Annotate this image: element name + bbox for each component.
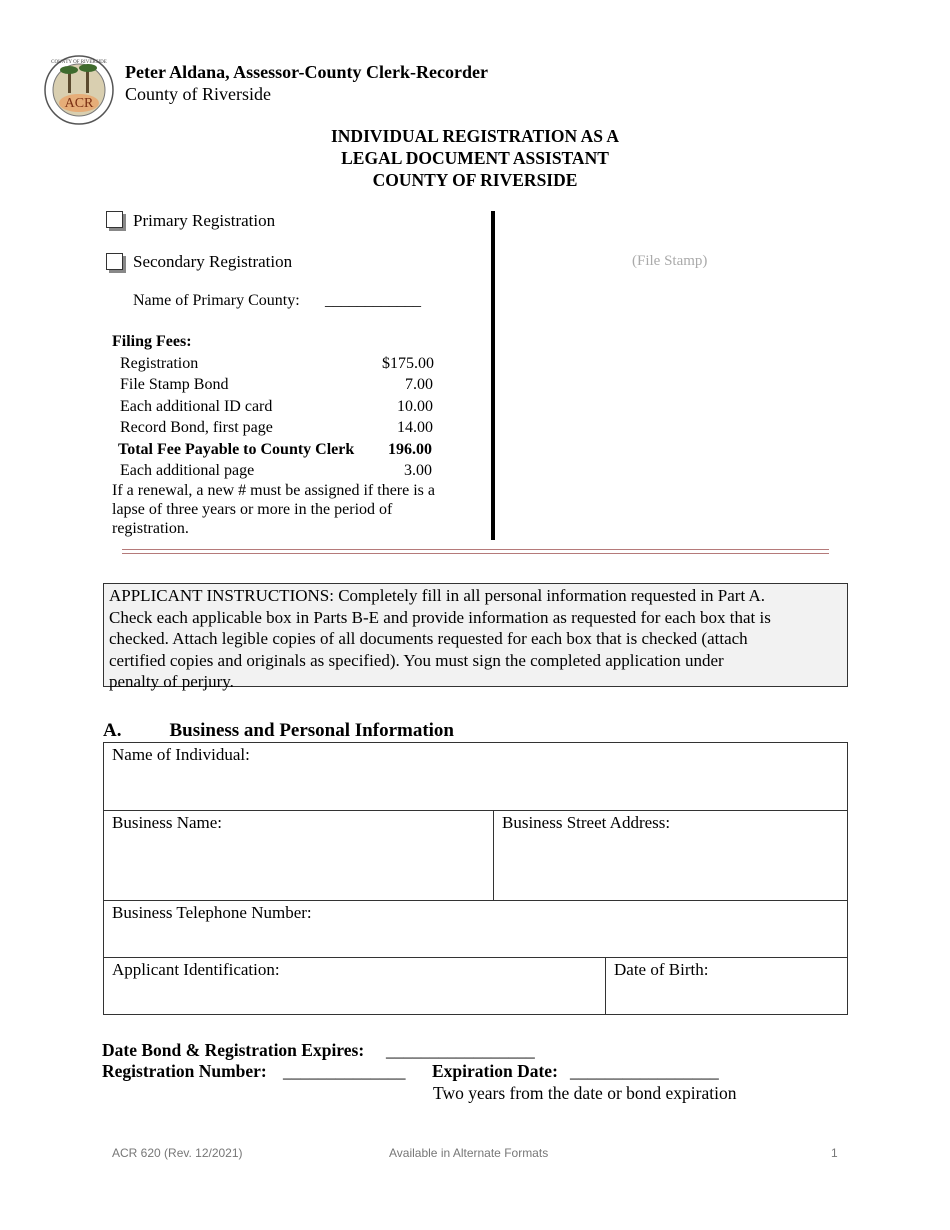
date-of-birth-label: Date of Birth: [614,960,709,979]
fee-amount: $175.00 [382,355,434,372]
alternate-formats-note: Available in Alternate Formats [389,1146,549,1160]
business-name-field[interactable] [103,810,494,901]
fee-amount: 3.00 [404,462,432,479]
instructions-line: APPLICANT INSTRUCTIONS: Completely fill in all personal information requested in Part A. [109,586,766,605]
form-title-line-3: COUNTY OF RIVERSIDE [372,170,578,190]
county-name: County of Riverside [125,84,271,104]
renewal-note-line: registration. [112,520,189,537]
total-fee-amount: 196.00 [388,441,432,458]
primary-registration-label: Primary Registration [133,211,276,230]
fee-amount: 14.00 [397,419,433,436]
section-a-title: Business and Personal Information [169,720,455,741]
business-telephone-label: Business Telephone Number: [112,903,312,922]
county-seal-logo [44,55,114,125]
applicant-identification-field[interactable] [103,957,606,1015]
instructions-line: penalty of perjury. [109,672,234,692]
applicant-identification-label: Applicant Identification: [112,960,280,979]
section-a-letter: A. [103,720,122,741]
business-address-label: Business Street Address: [502,813,671,832]
fee-label: Each additional page [120,462,255,479]
business-telephone-field[interactable] [103,900,848,958]
fee-label: File Stamp Bond [120,376,229,393]
business-name-label: Business Name: [112,813,223,832]
fee-amount: 10.00 [397,398,433,415]
expiration-date-label: Expiration Date: [432,1061,558,1081]
seal-ring-text: COUNTY OF RIVERSIDE [51,60,107,65]
expiration-note: Two years from the date or bond expiration [433,1083,737,1103]
vertical-divider [491,211,495,540]
section-divider [122,549,829,554]
name-of-individual-field[interactable] [103,742,848,811]
form-title-line-2: LEGAL DOCUMENT ASSISTANT [341,148,609,168]
fee-label: Each additional ID card [120,398,273,415]
expiration-date-field[interactable]: _________________ [570,1061,719,1081]
instructions-line: checked. Attach legible copies of all documents requested for each box that is checked (attach [109,629,748,649]
renewal-note-line: lapse of three years or more in the period of [112,501,393,518]
name-of-individual-label: Name of Individual: [112,745,250,764]
primary-county-label: Name of Primary County: [133,292,300,309]
form-id: ACR 620 (Rev. 12/2021) [112,1146,243,1160]
primary-county-field[interactable]: ____________ [325,292,421,309]
form-title-line-1: INDIVIDUAL REGISTRATION AS A [330,126,619,146]
page-number: 1 [831,1146,838,1160]
bond-expires-field[interactable]: _________________ [386,1040,535,1060]
registration-number-field[interactable]: ______________ [283,1061,406,1081]
registration-number-label: Registration Number: [102,1061,267,1081]
date-of-birth-field[interactable] [605,957,848,1015]
file-stamp-area: (File Stamp) [632,253,708,269]
bond-expires-label: Date Bond & Registration Expires: [102,1040,365,1060]
instructions-line: certified copies and originals as specified). You must sign the completed application under [109,650,724,670]
fees-heading: Filing Fees: [112,333,192,350]
secondary-registration-checkbox[interactable] [106,253,123,270]
fee-label: Record Bond, first page [120,419,273,436]
instructions-line: Check each applicable box in Parts B-E and provide information as requested for each box that is [109,607,771,627]
total-fee-label: Total Fee Payable to County Clerk [118,441,355,458]
applicant-instructions [103,583,848,692]
primary-registration-checkbox[interactable] [106,211,123,228]
fee-label: Registration [120,355,199,372]
seal-acr-text: ACR [64,96,94,111]
fee-amount: 7.00 [405,376,433,393]
secondary-registration-label: Secondary Registration [133,252,293,271]
official-name: Peter Aldana, Assessor-County Clerk-Recorder [125,62,488,82]
renewal-note-line: If a renewal, a new # must be assigned if there is a [112,482,435,499]
section-a-heading [103,720,454,742]
business-address-field[interactable] [493,810,848,901]
